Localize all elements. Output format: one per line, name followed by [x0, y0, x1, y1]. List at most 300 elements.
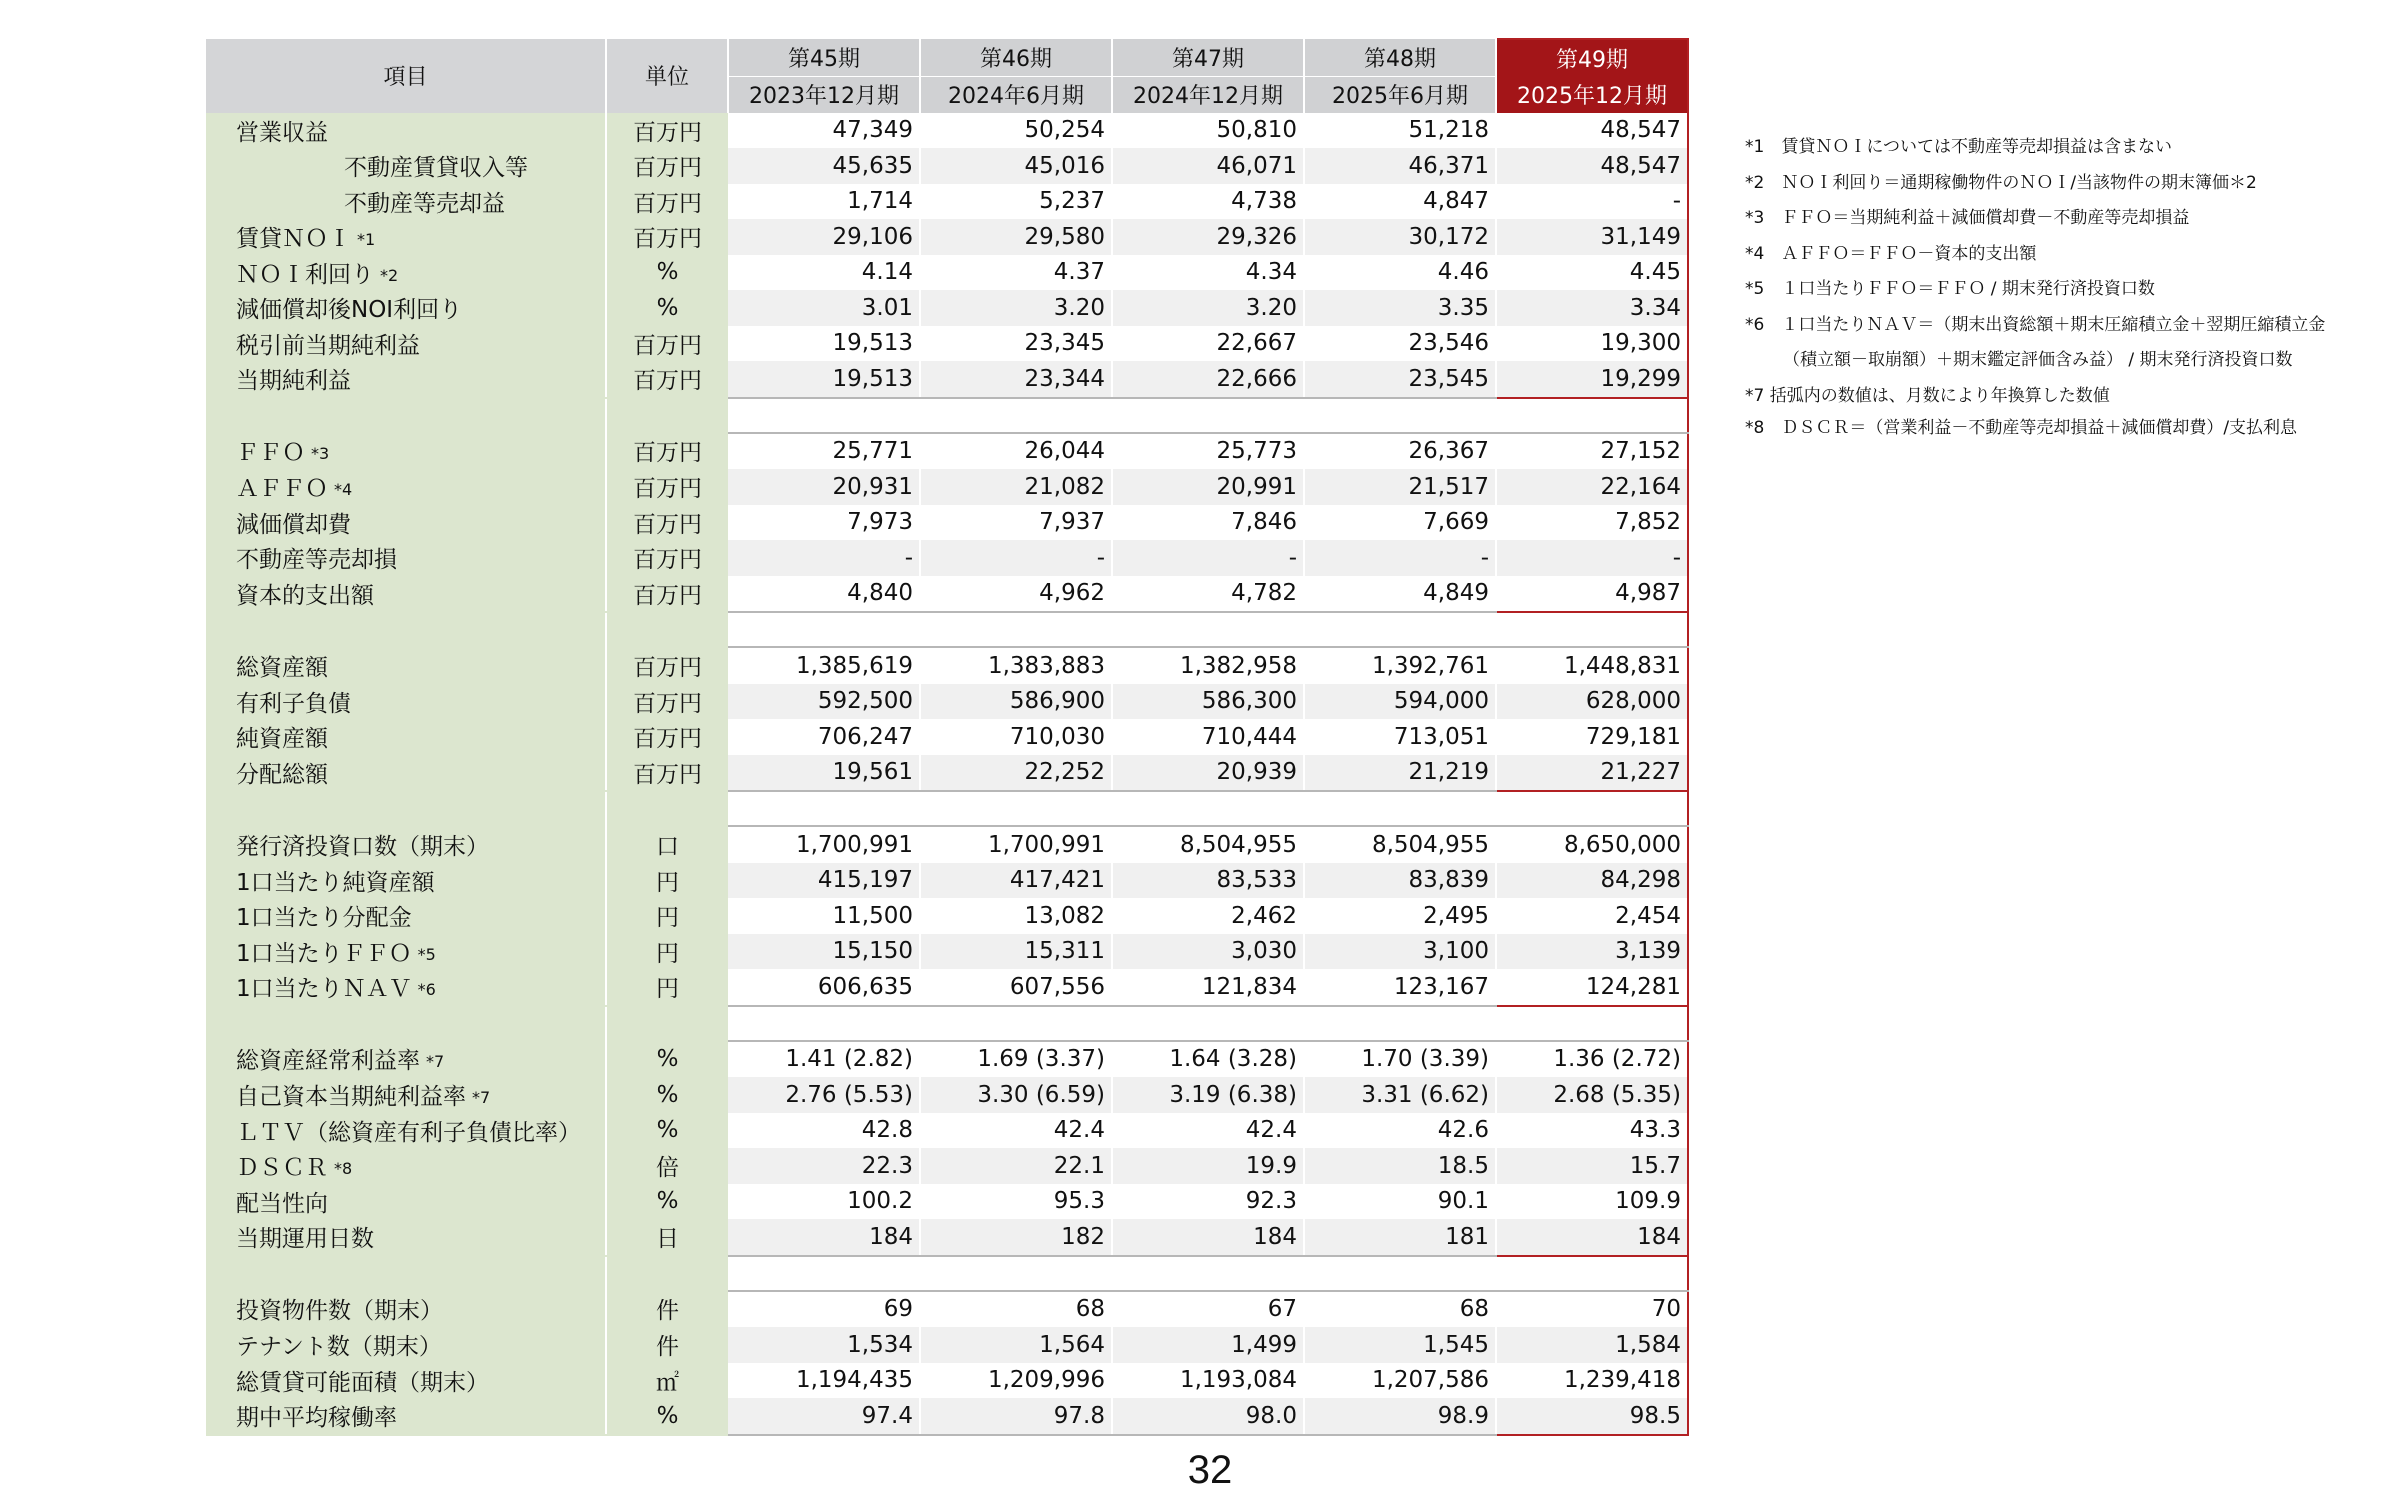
- row-label-cell: [206, 719, 606, 755]
- value-cell: 22,666: [1112, 361, 1304, 398]
- value-cell: 100.2: [728, 1184, 920, 1220]
- table-row: [206, 576, 1688, 613]
- value-cell: 98.9: [1304, 1398, 1496, 1435]
- value-cell: 1,714: [728, 184, 920, 220]
- header-period: 第49期: [1496, 39, 1688, 76]
- value-cell: 4.37: [920, 255, 1112, 291]
- table-row: [206, 433, 1688, 470]
- value-cell: 607,556: [920, 969, 1112, 1006]
- footnote-ref: *7: [426, 1052, 445, 1072]
- row-label-cell: [206, 255, 606, 291]
- value-cell: 21,227: [1496, 755, 1688, 792]
- row-label-cell: [206, 184, 606, 220]
- divider-cell: [1304, 612, 1496, 647]
- value-cell: 84,298: [1496, 863, 1688, 899]
- value-cell: 1,239,418: [1496, 1363, 1688, 1399]
- table-row: [206, 898, 1688, 934]
- value-cell: 70: [1496, 1291, 1688, 1328]
- row-unit: 百万円: [606, 113, 728, 149]
- value-cell: 15,311: [920, 934, 1112, 970]
- value-cell: 592,500: [728, 684, 920, 720]
- value-cell: 50,254: [920, 113, 1112, 149]
- row-label-cell: [206, 1184, 606, 1220]
- table-row: [206, 826, 1688, 863]
- divider-cell: [920, 791, 1112, 826]
- table-row: [206, 1327, 1688, 1363]
- divider-cell: [920, 1256, 1112, 1291]
- row-label-cell: [206, 969, 606, 1006]
- table-row: [206, 755, 1688, 792]
- value-cell: 124,281: [1496, 969, 1688, 1006]
- table-row: [206, 1077, 1688, 1113]
- value-cell: 3,100: [1304, 934, 1496, 970]
- divider-cell: [1112, 1256, 1304, 1291]
- row-unit: 百万円: [606, 755, 728, 792]
- value-cell: 182: [920, 1219, 1112, 1256]
- value-cell: 1,383,883: [920, 647, 1112, 684]
- value-cell: -: [1112, 540, 1304, 576]
- row-unit: 円: [606, 934, 728, 970]
- row-label: 不動産等売却益: [344, 190, 505, 217]
- row-label-cell: [206, 1291, 606, 1328]
- value-cell: 69: [728, 1291, 920, 1328]
- value-cell: 1.41 (2.82): [728, 1041, 920, 1078]
- value-cell: 68: [1304, 1291, 1496, 1328]
- footnote: *8 ＤＳＣＲ＝（営業利益－不動産等売却損益＋減価償却費）/支払利息: [1745, 417, 2298, 438]
- value-cell: 23,546: [1304, 326, 1496, 362]
- divider-cell: [1496, 1006, 1688, 1041]
- value-cell: 22.3: [728, 1148, 920, 1184]
- divider-cell: [1496, 398, 1688, 433]
- value-cell: 4,849: [1304, 576, 1496, 613]
- table-row: [206, 863, 1688, 899]
- value-cell: 3.34: [1496, 290, 1688, 326]
- row-label: 賃貸ＮＯＩ: [236, 226, 351, 253]
- value-cell: 3.31 (6.62): [1304, 1077, 1496, 1113]
- value-cell: 606,635: [728, 969, 920, 1006]
- value-cell: 3.20: [1112, 290, 1304, 326]
- row-label: 有利子負債: [236, 690, 351, 717]
- row-label: 資本的支出額: [236, 582, 374, 609]
- divider-cell: [1304, 791, 1496, 826]
- value-cell: -: [1304, 540, 1496, 576]
- row-label: 投資物件数（期末）: [236, 1298, 443, 1325]
- value-cell: 29,580: [920, 219, 1112, 255]
- divider-cell: [1304, 1256, 1496, 1291]
- value-cell: 2,462: [1112, 898, 1304, 934]
- divider-cell: [1112, 612, 1304, 647]
- row-label-cell: [206, 684, 606, 720]
- value-cell: 42.8: [728, 1113, 920, 1149]
- table-row: [206, 1041, 1688, 1078]
- value-cell: 586,900: [920, 684, 1112, 720]
- value-cell: 1,584: [1496, 1327, 1688, 1363]
- value-cell: 5,237: [920, 184, 1112, 220]
- value-cell: 22,164: [1496, 469, 1688, 505]
- value-cell: 43.3: [1496, 1113, 1688, 1149]
- row-unit: 百万円: [606, 219, 728, 255]
- value-cell: 46,371: [1304, 148, 1496, 184]
- table-row: [206, 969, 1688, 1006]
- value-cell: 25,771: [728, 433, 920, 470]
- value-cell: 184: [1112, 1219, 1304, 1256]
- footnote-ref: *7: [472, 1088, 491, 1108]
- value-cell: 121,834: [1112, 969, 1304, 1006]
- value-cell: 8,650,000: [1496, 826, 1688, 863]
- row-label: ＬＴＶ（総資産有利子負債比率）: [236, 1119, 581, 1146]
- value-cell: 22.1: [920, 1148, 1112, 1184]
- value-cell: 15,150: [728, 934, 920, 970]
- value-cell: 19,513: [728, 361, 920, 398]
- row-label: ＡＦＦＯ: [236, 476, 328, 503]
- value-cell: 594,000: [1304, 684, 1496, 720]
- value-cell: -: [920, 540, 1112, 576]
- value-cell: 586,300: [1112, 684, 1304, 720]
- value-cell: 30,172: [1304, 219, 1496, 255]
- row-label-cell: [206, 934, 606, 970]
- footnote-ref: *3: [311, 444, 330, 464]
- value-cell: 20,939: [1112, 755, 1304, 792]
- value-cell: 42.6: [1304, 1113, 1496, 1149]
- value-cell: 1,382,958: [1112, 647, 1304, 684]
- value-cell: 21,219: [1304, 755, 1496, 792]
- value-cell: 7,846: [1112, 505, 1304, 541]
- section-divider: [206, 1256, 1688, 1291]
- row-unit: %: [606, 1077, 728, 1113]
- value-cell: 83,533: [1112, 863, 1304, 899]
- value-cell: 181: [1304, 1219, 1496, 1256]
- value-cell: 1,392,761: [1304, 647, 1496, 684]
- row-label: 1口当たり分配金: [236, 905, 412, 932]
- header-period: 第48期: [1304, 39, 1496, 76]
- value-cell: 184: [728, 1219, 920, 1256]
- row-label: 減価償却費: [236, 511, 351, 538]
- divider-cell: [1304, 398, 1496, 433]
- value-cell: 7,937: [920, 505, 1112, 541]
- value-cell: 97.8: [920, 1398, 1112, 1435]
- value-cell: 26,367: [1304, 433, 1496, 470]
- row-unit: 件: [606, 1327, 728, 1363]
- value-cell: 29,106: [728, 219, 920, 255]
- row-unit: 百万円: [606, 184, 728, 220]
- row-label-cell: [206, 755, 606, 792]
- footnote-ref: *2: [380, 265, 399, 285]
- row-unit: 百万円: [606, 647, 728, 684]
- row-label: 期中平均稼働率: [236, 1405, 397, 1432]
- header-period-date: 2024年12月期: [1112, 76, 1304, 113]
- value-cell: 1,564: [920, 1327, 1112, 1363]
- row-label-cell: [206, 290, 606, 326]
- table-row: [206, 934, 1688, 970]
- divider-cell: [920, 1006, 1112, 1041]
- divider-cell: [728, 1256, 920, 1291]
- value-cell: 2,454: [1496, 898, 1688, 934]
- value-cell: 21,082: [920, 469, 1112, 505]
- row-label: 総資産経常利益率: [236, 1048, 420, 1075]
- row-unit: %: [606, 1041, 728, 1078]
- value-cell: 19,513: [728, 326, 920, 362]
- value-cell: 1.36 (2.72): [1496, 1041, 1688, 1078]
- row-unit: 百万円: [606, 505, 728, 541]
- row-label: 1口当たり純資産額: [236, 869, 435, 896]
- row-label: 総賃貸可能面積（期末）: [236, 1369, 489, 1396]
- row-label-cell: [206, 1327, 606, 1363]
- value-cell: 48,547: [1496, 113, 1688, 149]
- header-period-date: 2025年6月期: [1304, 76, 1496, 113]
- value-cell: 3,030: [1112, 934, 1304, 970]
- row-unit: %: [606, 255, 728, 291]
- header-item: 項目: [206, 39, 606, 113]
- value-cell: 2.76 (5.53): [728, 1077, 920, 1113]
- footnote-ref: *6: [417, 980, 436, 1000]
- value-cell: 4.46: [1304, 255, 1496, 291]
- header-period-date: 2024年6月期: [920, 76, 1112, 113]
- divider-cell: [1112, 398, 1304, 433]
- row-unit: 百万円: [606, 540, 728, 576]
- row-label-cell: [206, 1113, 606, 1149]
- row-label: ＦＦＯ: [236, 440, 305, 467]
- value-cell: 45,016: [920, 148, 1112, 184]
- row-label: ＤＳＣＲ: [236, 1155, 328, 1182]
- row-label: 当期純利益: [236, 368, 351, 395]
- row-unit: ㎡: [606, 1363, 728, 1399]
- value-cell: 1,700,991: [728, 826, 920, 863]
- value-cell: 184: [1496, 1219, 1688, 1256]
- value-cell: 67: [1112, 1291, 1304, 1328]
- value-cell: 18.5: [1304, 1148, 1496, 1184]
- footnote: *2 ＮＯＩ利回り＝通期稼働物件のＮＯＩ/当該物件の期末簿価＊2: [1745, 172, 2257, 193]
- table-row: [206, 1398, 1688, 1435]
- value-cell: 1,193,084: [1112, 1363, 1304, 1399]
- value-cell: 123,167: [1304, 969, 1496, 1006]
- table-row: [206, 1148, 1688, 1184]
- header-period: 第47期: [1112, 39, 1304, 76]
- value-cell: 3.01: [728, 290, 920, 326]
- row-unit: %: [606, 1184, 728, 1220]
- value-cell: 19,561: [728, 755, 920, 792]
- value-cell: 22,252: [920, 755, 1112, 792]
- row-unit: 百万円: [606, 719, 728, 755]
- divider-cell: [728, 612, 920, 647]
- divider-cell: [1304, 1006, 1496, 1041]
- value-cell: 1.70 (3.39): [1304, 1041, 1496, 1078]
- value-cell: 42.4: [1112, 1113, 1304, 1149]
- divider-cell: [1496, 612, 1688, 647]
- value-cell: 46,071: [1112, 148, 1304, 184]
- value-cell: 50,810: [1112, 113, 1304, 149]
- row-label: 1口当たりＦＦＯ: [236, 940, 412, 967]
- value-cell: 3.20: [920, 290, 1112, 326]
- row-unit: 円: [606, 863, 728, 899]
- footnote-ref: *4: [334, 480, 353, 500]
- divider-cell: [920, 612, 1112, 647]
- section-divider: [206, 612, 1688, 647]
- value-cell: 23,545: [1304, 361, 1496, 398]
- value-cell: 3.35: [1304, 290, 1496, 326]
- value-cell: 417,421: [920, 863, 1112, 899]
- table-row: [206, 290, 1688, 326]
- value-cell: 4,962: [920, 576, 1112, 613]
- value-cell: -: [1496, 184, 1688, 220]
- value-cell: 98.0: [1112, 1398, 1304, 1435]
- value-cell: 706,247: [728, 719, 920, 755]
- divider-unit-cell: [606, 1256, 728, 1291]
- value-cell: 98.5: [1496, 1398, 1688, 1435]
- row-label: 分配総額: [236, 761, 328, 788]
- value-cell: 1,534: [728, 1327, 920, 1363]
- footnote: *7 括弧内の数値は、月数により年換算した数値: [1745, 385, 2110, 406]
- value-cell: -: [1496, 540, 1688, 576]
- row-label: ＮＯＩ利回り: [236, 261, 374, 288]
- section-divider: [206, 398, 1688, 433]
- divider-label-cell: [206, 1006, 606, 1041]
- divider-label-cell: [206, 791, 606, 826]
- value-cell: 109.9: [1496, 1184, 1688, 1220]
- value-cell: 15.7: [1496, 1148, 1688, 1184]
- value-cell: 1,207,586: [1304, 1363, 1496, 1399]
- footnote-ref: *8: [334, 1159, 353, 1179]
- row-label-cell: [206, 113, 606, 149]
- row-unit: 百万円: [606, 576, 728, 613]
- value-cell: 710,444: [1112, 719, 1304, 755]
- value-cell: 45,635: [728, 148, 920, 184]
- divider-label-cell: [206, 1256, 606, 1291]
- divider-label-cell: [206, 398, 606, 433]
- value-cell: 47,349: [728, 113, 920, 149]
- row-label: 税引前当期純利益: [236, 332, 420, 359]
- value-cell: -: [728, 540, 920, 576]
- row-label: 当期運用日数: [236, 1226, 374, 1253]
- table-body: [206, 113, 1688, 1435]
- divider-cell: [1496, 1256, 1688, 1291]
- value-cell: 415,197: [728, 863, 920, 899]
- table-row: [206, 361, 1688, 398]
- table-row: [206, 255, 1688, 291]
- value-cell: 4,782: [1112, 576, 1304, 613]
- footnote: *4 ＡＦＦＯ＝ＦＦＯ－資本的支出額: [1745, 243, 2037, 264]
- row-label: 総資産額: [236, 654, 328, 681]
- table-row: [206, 1113, 1688, 1149]
- row-unit: %: [606, 1113, 728, 1149]
- row-label-cell: [206, 826, 606, 863]
- table-row: [206, 719, 1688, 755]
- value-cell: 4,847: [1304, 184, 1496, 220]
- row-unit: 件: [606, 1291, 728, 1328]
- table-row: [206, 505, 1688, 541]
- row-label-cell: [206, 1398, 606, 1435]
- divider-cell: [728, 791, 920, 826]
- value-cell: 92.3: [1112, 1184, 1304, 1220]
- row-unit: %: [606, 290, 728, 326]
- divider-cell: [920, 398, 1112, 433]
- row-label-cell: [206, 148, 606, 184]
- row-unit: 百万円: [606, 361, 728, 398]
- footnote: *5 １口当たりＦＦＯ＝ＦＦＯ / 期末発行済投資口数: [1745, 279, 2155, 299]
- value-cell: 1,194,435: [728, 1363, 920, 1399]
- row-unit: 円: [606, 898, 728, 934]
- value-cell: 21,517: [1304, 469, 1496, 505]
- value-cell: 4.34: [1112, 255, 1304, 291]
- row-label-cell: [206, 219, 606, 255]
- table-row: [206, 113, 1688, 149]
- value-cell: 22,667: [1112, 326, 1304, 362]
- row-unit: %: [606, 1398, 728, 1435]
- value-cell: 23,345: [920, 326, 1112, 362]
- row-label-cell: [206, 863, 606, 899]
- value-cell: 7,973: [728, 505, 920, 541]
- header-period-date: 2025年12月期: [1496, 76, 1688, 113]
- section-divider: [206, 1006, 1688, 1041]
- value-cell: 1.64 (3.28): [1112, 1041, 1304, 1078]
- header-row-periods: [206, 39, 1688, 76]
- divider-unit-cell: [606, 791, 728, 826]
- row-label-cell: [206, 326, 606, 362]
- value-cell: 2.68 (5.35): [1496, 1077, 1688, 1113]
- value-cell: 729,181: [1496, 719, 1688, 755]
- header-unit: 単位: [606, 39, 728, 113]
- row-label-cell: [206, 1148, 606, 1184]
- row-label-cell: [206, 505, 606, 541]
- row-label-cell: [206, 1219, 606, 1256]
- value-cell: 710,030: [920, 719, 1112, 755]
- table-row: [206, 469, 1688, 505]
- divider-label-cell: [206, 612, 606, 647]
- table-row: [206, 1184, 1688, 1220]
- value-cell: 42.4: [920, 1113, 1112, 1149]
- footnotes: [1745, 133, 2325, 446]
- table-row: [206, 184, 1688, 220]
- divider-cell: [1496, 791, 1688, 826]
- header-period: 第45期: [728, 39, 920, 76]
- value-cell: 4,738: [1112, 184, 1304, 220]
- value-cell: 1,700,991: [920, 826, 1112, 863]
- value-cell: 31,149: [1496, 219, 1688, 255]
- row-label-cell: [206, 540, 606, 576]
- page-number: 32: [1187, 1448, 1233, 1492]
- value-cell: 97.4: [728, 1398, 920, 1435]
- value-cell: 19,300: [1496, 326, 1688, 362]
- value-cell: 3,139: [1496, 934, 1688, 970]
- row-label: 不動産等売却損: [236, 547, 397, 574]
- financial-metrics-table: [206, 38, 1689, 1436]
- value-cell: 83,839: [1304, 863, 1496, 899]
- row-unit: 百万円: [606, 326, 728, 362]
- value-cell: 19.9: [1112, 1148, 1304, 1184]
- row-label: 1口当たりＮＡＶ: [236, 976, 412, 1003]
- value-cell: 628,000: [1496, 684, 1688, 720]
- value-cell: 1,385,619: [728, 647, 920, 684]
- row-label-cell: [206, 469, 606, 505]
- value-cell: 2,495: [1304, 898, 1496, 934]
- row-label-cell: [206, 1077, 606, 1113]
- value-cell: 25,773: [1112, 433, 1304, 470]
- value-cell: 11,500: [728, 898, 920, 934]
- row-label: 発行済投資口数（期末）: [236, 833, 489, 860]
- divider-cell: [728, 398, 920, 433]
- row-unit: 口: [606, 826, 728, 863]
- table-row: [206, 1363, 1688, 1399]
- footnote-ref: *5: [417, 944, 436, 964]
- value-cell: 4,840: [728, 576, 920, 613]
- row-label-cell: [206, 361, 606, 398]
- header-period: 第46期: [920, 39, 1112, 76]
- value-cell: 3.19 (6.38): [1112, 1077, 1304, 1113]
- footnote: *3 ＦＦＯ＝当期純利益＋減価償却費－不動産等売却損益: [1745, 208, 2190, 228]
- footnote: *6 １口当たりＮＡＶ＝（期末出資総額＋期末圧縮積立金＋翌期圧縮積立金: [1745, 314, 2326, 335]
- value-cell: 20,931: [728, 469, 920, 505]
- footnote: （積立額－取崩額）＋期末鑑定評価含み益） / 期末発行済投資口数: [1783, 350, 2293, 370]
- value-cell: 23,344: [920, 361, 1112, 398]
